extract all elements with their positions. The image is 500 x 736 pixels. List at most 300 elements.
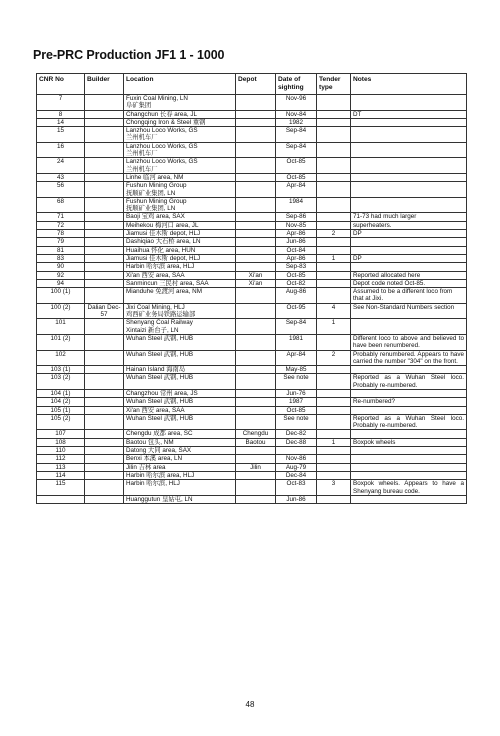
builder-cell bbox=[85, 271, 124, 279]
notes-cell bbox=[351, 430, 467, 438]
cnr-cell: 43 bbox=[37, 173, 85, 181]
table-row bbox=[37, 246, 467, 254]
builder-cell bbox=[85, 480, 124, 496]
location-line: Sanmincun 三民村 area, SAA bbox=[126, 279, 209, 287]
builder-cell bbox=[85, 263, 124, 271]
tender-cell bbox=[317, 463, 351, 471]
location-cell bbox=[124, 319, 236, 335]
location-line: Linhe 临河 area, NM bbox=[126, 173, 184, 181]
table-row bbox=[37, 197, 467, 213]
tender-cell: 2 bbox=[317, 230, 351, 238]
depot-cell bbox=[236, 389, 276, 397]
date-cell: Jun-76 bbox=[276, 389, 317, 397]
tender-cell: 2 bbox=[317, 350, 351, 366]
location-cell bbox=[124, 213, 236, 221]
depot-cell: Baotou bbox=[236, 438, 276, 446]
cnr-cell: 16 bbox=[37, 142, 85, 158]
location-line: Changzhou 常州 area, JS bbox=[126, 389, 198, 397]
cnr-cell: 104 (1) bbox=[37, 389, 85, 397]
date-cell: Dec-84 bbox=[276, 471, 317, 479]
cnr-cell: 108 bbox=[37, 438, 85, 446]
date-cell: Oct-83 bbox=[276, 480, 317, 496]
depot-cell bbox=[236, 246, 276, 254]
tender-cell bbox=[317, 366, 351, 374]
date-cell: Nov-84 bbox=[276, 110, 317, 118]
location-line: Meihekou 梅河口 area, JL bbox=[126, 221, 199, 229]
table-row bbox=[37, 238, 467, 246]
depot-cell: Jilin bbox=[236, 463, 276, 471]
location-cell bbox=[124, 173, 236, 181]
tender-cell: 1 bbox=[317, 319, 351, 335]
builder-cell bbox=[85, 406, 124, 414]
cnr-cell: 14 bbox=[37, 118, 85, 126]
depot-cell bbox=[236, 127, 276, 143]
date-cell: 1982 bbox=[276, 118, 317, 126]
cnr-cell: 104 (2) bbox=[37, 398, 85, 406]
date-cell: Nov-86 bbox=[276, 455, 317, 463]
location-cell bbox=[124, 288, 236, 304]
depot-cell bbox=[236, 182, 276, 198]
location-line: Datong 大同 area, SAX bbox=[126, 447, 192, 455]
table-row bbox=[37, 430, 467, 438]
depot-cell bbox=[236, 398, 276, 406]
notes-cell bbox=[351, 182, 467, 198]
tender-cell bbox=[317, 197, 351, 213]
table-body bbox=[37, 95, 467, 504]
location-cell bbox=[124, 230, 236, 238]
cnr-cell: 92 bbox=[37, 271, 85, 279]
builder-cell bbox=[85, 127, 124, 143]
location-cell bbox=[124, 438, 236, 446]
location-cell bbox=[124, 127, 236, 143]
tender-cell bbox=[317, 246, 351, 254]
table-row bbox=[37, 110, 467, 118]
builder-cell bbox=[85, 430, 124, 438]
location-cell bbox=[124, 414, 236, 430]
cnr-cell: 105 (2) bbox=[37, 414, 85, 430]
depot-cell bbox=[236, 118, 276, 126]
date-cell bbox=[276, 447, 317, 455]
location-line: Huaihua 怀化 area, HUN bbox=[126, 246, 196, 254]
location-line: Jiamusi 佳木斯 depot, HLJ bbox=[126, 254, 201, 262]
builder-cell bbox=[85, 389, 124, 397]
depot-cell bbox=[236, 471, 276, 479]
notes-cell: Depot code noted Oct-85. bbox=[351, 279, 467, 287]
col-header-cnr: CNR No bbox=[37, 74, 85, 95]
table-row bbox=[37, 447, 467, 455]
builder-cell bbox=[85, 279, 124, 287]
builder-cell bbox=[85, 221, 124, 229]
notes-cell: Reported as a Wuhan Steel loco. Probably re-numbered. bbox=[351, 414, 467, 430]
tender-cell bbox=[317, 95, 351, 111]
table-row bbox=[37, 471, 467, 479]
table-row bbox=[37, 182, 467, 198]
notes-cell: Different loco to above and believed to have been renumbered. bbox=[351, 334, 467, 350]
location-line: Lanzhou Loco Works, GS bbox=[126, 158, 198, 166]
date-cell: Aug-86 bbox=[276, 288, 317, 304]
table-row bbox=[37, 319, 467, 335]
depot-cell bbox=[236, 319, 276, 335]
tender-cell bbox=[317, 455, 351, 463]
date-cell: Oct-84 bbox=[276, 246, 317, 254]
location-line: 阜矿集团 bbox=[126, 102, 152, 110]
page-number: 48 bbox=[245, 700, 255, 709]
header-row bbox=[37, 74, 467, 95]
date-cell: Nov-96 bbox=[276, 95, 317, 111]
notes-cell bbox=[351, 471, 467, 479]
tender-cell bbox=[317, 447, 351, 455]
depot-cell bbox=[236, 288, 276, 304]
location-cell bbox=[124, 350, 236, 366]
cnr-cell: 68 bbox=[37, 197, 85, 213]
notes-cell bbox=[351, 95, 467, 111]
col-header-builder: Builder bbox=[85, 74, 124, 95]
builder-cell bbox=[85, 213, 124, 221]
depot-cell: Xi'an bbox=[236, 279, 276, 287]
table-row bbox=[37, 374, 467, 390]
location-cell bbox=[124, 197, 236, 213]
date-cell: Dec-88 bbox=[276, 438, 317, 446]
tender-cell bbox=[317, 495, 351, 503]
location-line: Huanggutun 皇姑屯, LN bbox=[126, 495, 193, 503]
cnr-cell: 115 bbox=[37, 480, 85, 496]
cnr-cell: 90 bbox=[37, 263, 85, 271]
location-line: Wuhan Steel 武钢, HUB bbox=[126, 350, 194, 358]
notes-cell bbox=[351, 263, 467, 271]
location-cell bbox=[124, 463, 236, 471]
table-row bbox=[37, 254, 467, 262]
location-cell bbox=[124, 406, 236, 414]
location-line: Chengdu 成都 area, SC bbox=[126, 430, 193, 438]
location-cell bbox=[124, 279, 236, 287]
depot-cell bbox=[236, 158, 276, 174]
date-cell: Oct-95 bbox=[276, 303, 317, 319]
table-row bbox=[37, 271, 467, 279]
depot-cell: Chengdu bbox=[236, 430, 276, 438]
date-cell: Nov-85 bbox=[276, 221, 317, 229]
date-cell: 1984 bbox=[276, 197, 317, 213]
tender-cell: 1 bbox=[317, 438, 351, 446]
cnr-cell: 71 bbox=[37, 213, 85, 221]
tender-cell bbox=[317, 158, 351, 174]
cnr-cell: 72 bbox=[37, 221, 85, 229]
cnr-cell: 101 bbox=[37, 319, 85, 335]
location-line: Hainan Island 海南岛 bbox=[126, 366, 186, 374]
builder-cell bbox=[85, 398, 124, 406]
col-header-depot: Depot bbox=[236, 74, 276, 95]
location-line: Dashiqiao 大石桥 area, LN bbox=[126, 238, 201, 246]
notes-cell bbox=[351, 246, 467, 254]
date-cell: Jun-86 bbox=[276, 238, 317, 246]
notes-cell bbox=[351, 455, 467, 463]
depot-cell bbox=[236, 374, 276, 390]
tender-cell bbox=[317, 398, 351, 406]
date-cell: Apr-86 bbox=[276, 254, 317, 262]
cnr-cell: 114 bbox=[37, 471, 85, 479]
table-row bbox=[37, 463, 467, 471]
depot-cell bbox=[236, 350, 276, 366]
depot-cell bbox=[236, 197, 276, 213]
location-line: Changchun 长春 area, JL bbox=[126, 110, 198, 118]
builder-cell bbox=[85, 197, 124, 213]
location-cell bbox=[124, 374, 236, 390]
depot-cell bbox=[236, 221, 276, 229]
tender-cell: 1 bbox=[317, 254, 351, 262]
builder-cell bbox=[85, 118, 124, 126]
location-cell bbox=[124, 480, 236, 496]
location-cell bbox=[124, 254, 236, 262]
table-row bbox=[37, 495, 467, 503]
depot-cell bbox=[236, 213, 276, 221]
builder-cell bbox=[85, 110, 124, 118]
builder-cell bbox=[85, 182, 124, 198]
location-line: Xintaizi 新台子, LN bbox=[126, 326, 179, 334]
builder-cell bbox=[85, 334, 124, 350]
date-cell: Sep-84 bbox=[276, 142, 317, 158]
date-cell: Sep-84 bbox=[276, 319, 317, 335]
location-line: Jiamusi 佳木斯 depot, HLJ bbox=[126, 230, 201, 238]
location-cell bbox=[124, 221, 236, 229]
table-row bbox=[37, 438, 467, 446]
tender-cell bbox=[317, 389, 351, 397]
date-cell: Jun-86 bbox=[276, 495, 317, 503]
builder-cell bbox=[85, 173, 124, 181]
location-line: Jilin 吉林 area bbox=[126, 463, 166, 471]
tender-cell: 3 bbox=[317, 480, 351, 496]
notes-cell: Assumed to be a different loco from that at Jixi. bbox=[351, 288, 467, 304]
location-cell bbox=[124, 455, 236, 463]
depot-cell bbox=[236, 366, 276, 374]
notes-cell bbox=[351, 366, 467, 374]
location-cell bbox=[124, 447, 236, 455]
table-row bbox=[37, 173, 467, 181]
table-row bbox=[37, 303, 467, 319]
builder-cell bbox=[85, 254, 124, 262]
depot-cell bbox=[236, 447, 276, 455]
builder-cell bbox=[85, 95, 124, 111]
location-line: Baoji 宝鸡 area, SAX bbox=[126, 213, 185, 221]
tender-cell bbox=[317, 142, 351, 158]
location-cell bbox=[124, 271, 236, 279]
table-row bbox=[37, 230, 467, 238]
depot-cell bbox=[236, 230, 276, 238]
builder-cell bbox=[85, 463, 124, 471]
tender-cell bbox=[317, 334, 351, 350]
table-row bbox=[37, 350, 467, 366]
notes-cell: Boxpok wheels bbox=[351, 438, 467, 446]
cnr-cell: 101 (2) bbox=[37, 334, 85, 350]
location-line: Xi'an 西安 area, SAA bbox=[126, 406, 185, 414]
table-row bbox=[37, 127, 467, 143]
date-cell: Sep-83 bbox=[276, 263, 317, 271]
date-cell: See note bbox=[276, 414, 317, 430]
date-cell: May-85 bbox=[276, 366, 317, 374]
depot-cell: Xi'an bbox=[236, 271, 276, 279]
notes-cell: See Non-Standard Numbers section bbox=[351, 303, 467, 319]
location-cell bbox=[124, 495, 236, 503]
table-row bbox=[37, 118, 467, 126]
table-row bbox=[37, 263, 467, 271]
location-line: Shenyang Coal Railway bbox=[126, 319, 193, 327]
depot-cell bbox=[236, 480, 276, 496]
tender-cell bbox=[317, 430, 351, 438]
notes-cell bbox=[351, 173, 467, 181]
builder-cell bbox=[85, 238, 124, 246]
depot-cell bbox=[236, 254, 276, 262]
notes-cell: DP bbox=[351, 230, 467, 238]
builder-cell bbox=[85, 158, 124, 174]
builder-cell bbox=[85, 438, 124, 446]
cnr-cell: 110 bbox=[37, 447, 85, 455]
cnr-cell: 113 bbox=[37, 463, 85, 471]
notes-cell: superheaters. bbox=[351, 221, 467, 229]
date-cell: Sep-84 bbox=[276, 127, 317, 143]
date-cell: Dec-82 bbox=[276, 430, 317, 438]
tender-cell: 4 bbox=[317, 303, 351, 319]
location-line: Lanzhou Loco Works, GS bbox=[126, 142, 198, 150]
depot-cell bbox=[236, 142, 276, 158]
cnr-cell: 24 bbox=[37, 158, 85, 174]
notes-cell bbox=[351, 447, 467, 455]
tender-cell bbox=[317, 406, 351, 414]
location-cell bbox=[124, 246, 236, 254]
table-row bbox=[37, 279, 467, 287]
location-line: Lanzhou Loco Works, GS bbox=[126, 127, 198, 135]
date-cell: Aug-79 bbox=[276, 463, 317, 471]
location-line: Jixi Coal Mining, HLJ bbox=[126, 303, 185, 311]
cnr-cell: 81 bbox=[37, 246, 85, 254]
location-cell bbox=[124, 118, 236, 126]
tender-cell bbox=[317, 279, 351, 287]
col-header-date: Date of sighting bbox=[276, 74, 317, 95]
location-cell bbox=[124, 238, 236, 246]
location-cell bbox=[124, 389, 236, 397]
depot-cell bbox=[236, 334, 276, 350]
table-row bbox=[37, 288, 467, 304]
date-cell: Apr-86 bbox=[276, 230, 317, 238]
tender-cell bbox=[317, 263, 351, 271]
location-line: 兰州机车厂 bbox=[126, 150, 158, 158]
tender-cell bbox=[317, 288, 351, 304]
table-row bbox=[37, 389, 467, 397]
cnr-cell: 83 bbox=[37, 254, 85, 262]
tender-cell bbox=[317, 238, 351, 246]
location-line: Wuhan Steel 武钢, HUB bbox=[126, 334, 194, 342]
builder-cell bbox=[85, 246, 124, 254]
date-cell: Oct-85 bbox=[276, 406, 317, 414]
location-line: Wuhan Steel 武钢, HUB bbox=[126, 414, 194, 422]
notes-cell bbox=[351, 406, 467, 414]
date-cell: 1987 bbox=[276, 398, 317, 406]
location-cell bbox=[124, 182, 236, 198]
date-cell: Apr-84 bbox=[276, 350, 317, 366]
builder-cell bbox=[85, 447, 124, 455]
notes-cell: Reported as a Wuhan Steel loco. Probably re-numbered. bbox=[351, 374, 467, 390]
notes-cell bbox=[351, 118, 467, 126]
depot-cell bbox=[236, 173, 276, 181]
date-cell: Oct-85 bbox=[276, 173, 317, 181]
builder-cell bbox=[85, 495, 124, 503]
location-cell bbox=[124, 158, 236, 174]
location-cell bbox=[124, 366, 236, 374]
notes-cell bbox=[351, 319, 467, 335]
location-line: 抚顺矿业集团, LN bbox=[126, 189, 176, 197]
page-title: Pre-PRC Production JF1 1 - 1000 bbox=[33, 48, 225, 62]
table-row bbox=[37, 406, 467, 414]
builder-cell bbox=[85, 471, 124, 479]
builder-cell bbox=[85, 350, 124, 366]
notes-cell: Re-numbered? bbox=[351, 398, 467, 406]
cnr-cell: 100 (2) bbox=[37, 303, 85, 319]
notes-cell: Boxpok wheels. Appears to have a Shenyang bureau code. bbox=[351, 480, 467, 496]
notes-cell: Reported allocated here bbox=[351, 271, 467, 279]
table-row bbox=[37, 158, 467, 174]
notes-cell: DP bbox=[351, 254, 467, 262]
notes-cell bbox=[351, 389, 467, 397]
location-line: Xi'an 西安 area, SAA bbox=[126, 271, 185, 279]
builder-cell bbox=[85, 414, 124, 430]
location-line: Wuhan Steel 武钢, HUB bbox=[126, 374, 194, 382]
tender-cell bbox=[317, 127, 351, 143]
location-cell bbox=[124, 142, 236, 158]
tender-cell bbox=[317, 414, 351, 430]
notes-cell bbox=[351, 142, 467, 158]
tender-cell bbox=[317, 182, 351, 198]
location-line: 兰州机车厂 bbox=[126, 165, 158, 173]
notes-cell bbox=[351, 158, 467, 174]
cnr-cell: 7 bbox=[37, 95, 85, 111]
tender-cell bbox=[317, 471, 351, 479]
cnr-cell: 102 bbox=[37, 350, 85, 366]
date-cell: Oct-85 bbox=[276, 158, 317, 174]
tender-cell bbox=[317, 173, 351, 181]
cnr-cell: 112 bbox=[37, 455, 85, 463]
depot-cell bbox=[236, 110, 276, 118]
table-row bbox=[37, 142, 467, 158]
builder-cell bbox=[85, 142, 124, 158]
cnr-cell: 94 bbox=[37, 279, 85, 287]
cnr-cell: 78 bbox=[37, 230, 85, 238]
notes-cell bbox=[351, 238, 467, 246]
location-line: Fuxin Coal Mining, LN bbox=[126, 95, 188, 102]
depot-cell bbox=[236, 406, 276, 414]
notes-cell: Probably renumbered. Appears to have carried the number "304" on the front. bbox=[351, 350, 467, 366]
cnr-cell: 8 bbox=[37, 110, 85, 118]
location-cell bbox=[124, 430, 236, 438]
notes-cell bbox=[351, 197, 467, 213]
table-row bbox=[37, 334, 467, 350]
builder-cell bbox=[85, 319, 124, 335]
date-cell: 1981 bbox=[276, 334, 317, 350]
cnr-cell: 103 (1) bbox=[37, 366, 85, 374]
location-cell bbox=[124, 398, 236, 406]
notes-cell bbox=[351, 463, 467, 471]
cnr-cell: 100 (1) bbox=[37, 288, 85, 304]
table-row bbox=[37, 221, 467, 229]
location-line: 兰州机车厂 bbox=[126, 134, 158, 142]
depot-cell bbox=[236, 238, 276, 246]
tender-cell bbox=[317, 221, 351, 229]
builder-cell bbox=[85, 455, 124, 463]
location-line: Fushun Mining Group bbox=[126, 197, 187, 205]
location-cell bbox=[124, 471, 236, 479]
col-header-notes: Notes bbox=[351, 74, 467, 95]
tender-cell bbox=[317, 213, 351, 221]
notes-cell: 71-73 had much larger bbox=[351, 213, 467, 221]
col-header-location: Location bbox=[124, 74, 236, 95]
cnr-cell: 79 bbox=[37, 238, 85, 246]
depot-cell bbox=[236, 455, 276, 463]
